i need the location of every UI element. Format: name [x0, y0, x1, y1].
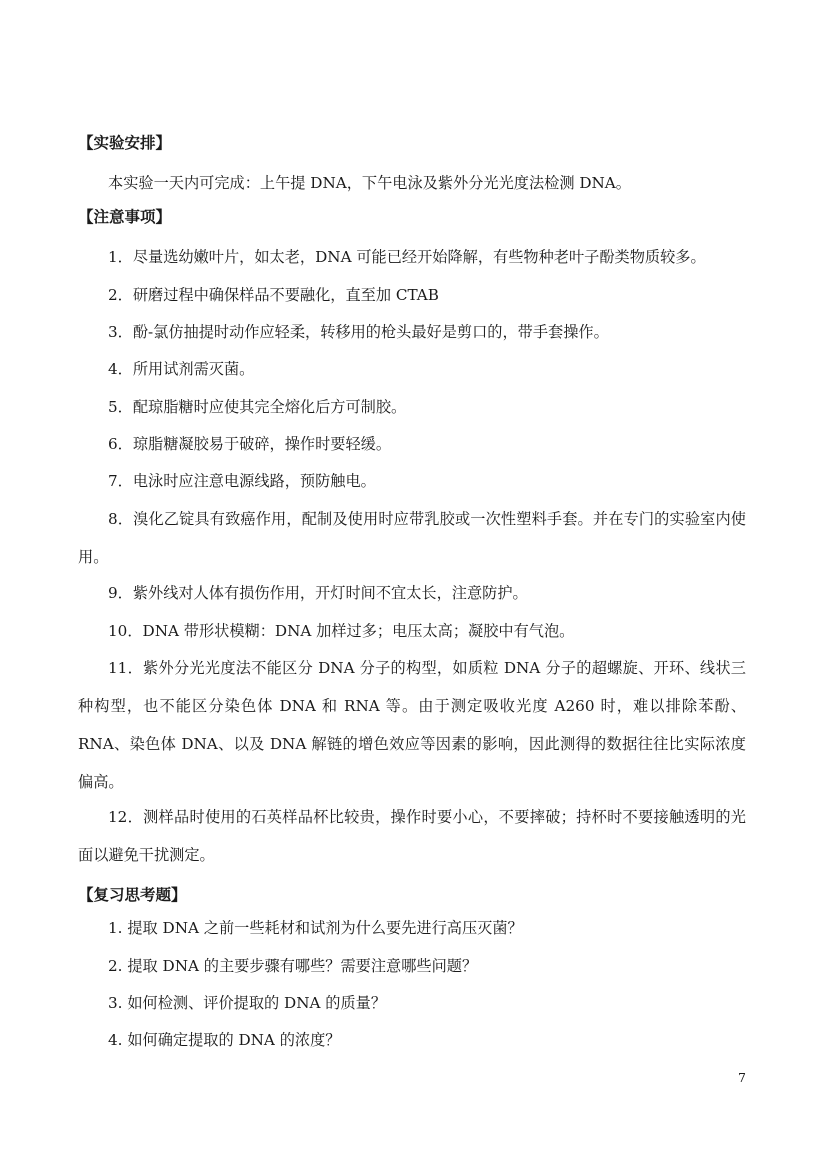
note-item-8: 8．溴化乙锭具有致癌作用，配制及使用时应带乳胶或一次性塑料手套。并在专门的实验室内使用。	[78, 510, 746, 566]
note-item-1: 1．尽量选幼嫩叶片，如太老，DNA 可能已经开始降解，有些物种老叶子酚类物质较多。	[108, 248, 706, 266]
section-heading-arrangement: 【实验安排】	[78, 134, 172, 152]
note-item-2: 2．研磨过程中确保样品不要融化，直至加 CTAB	[108, 286, 439, 304]
page-number: 7	[738, 1070, 746, 1085]
section-heading-review: 【复习思考题】	[78, 886, 187, 904]
review-question-4: 4. 如何确定提取的 DNA 的浓度？	[108, 1031, 341, 1049]
review-question-2: 2. 提取 DNA 的主要步骤有哪些？需要注意哪些问题？	[108, 957, 478, 975]
review-question-3: 3. 如何检测、评价提取的 DNA 的质量？	[108, 994, 387, 1012]
note-item-6: 6．琼脂糖凝胶易于破碎，操作时要轻缓。	[108, 435, 392, 453]
arrangement-text: 本实验一天内可完成：上午提 DNA，下午电泳及紫外分光光度法检测 DNA。	[108, 174, 631, 192]
note-item-5: 5．配琼脂糖时应使其完全熔化后方可制胶。	[108, 398, 407, 416]
review-question-1: 1. 提取 DNA 之前一些耗材和试剂为什么要先进行高压灭菌？	[108, 919, 523, 937]
note-item-11: 11．紫外分光光度法不能区分 DNA 分子的构型，如质粒 DNA 分子的超螺旋、开环、线状三种构型，也不能区分染色体 DNA 和 RNA 等。由于测定吸收光度 A260 时，难以排除苯酚、RNA、染色体 DNA、以及 DNA 解链的增色效应等因素的影响，因此测得的数据往往比实际浓度偏高。	[78, 659, 746, 791]
note-item-7: 7．电泳时应注意电源线路，预防触电。	[108, 472, 376, 490]
section-heading-notes: 【注意事项】	[78, 208, 172, 226]
note-item-10: 10．DNA 带形状模糊：DNA 加样过多；电压太高；凝胶中有气泡。	[108, 622, 575, 640]
note-item-9: 9．紫外线对人体有损伤作用，开灯时间不宜太长，注意防护。	[108, 584, 528, 602]
note-item-4: 4．所用试剂需灭菌。	[108, 360, 255, 378]
note-item-12: 12．测样品时使用的石英样品杯比较贵，操作时要小心，不要摔破；持杯时不要接触透明的光面以避免干扰测定。	[78, 808, 746, 864]
note-item-3: 3．酚-氯仿抽提时动作应轻柔，转移用的枪头最好是剪口的，带手套操作。	[108, 323, 609, 341]
